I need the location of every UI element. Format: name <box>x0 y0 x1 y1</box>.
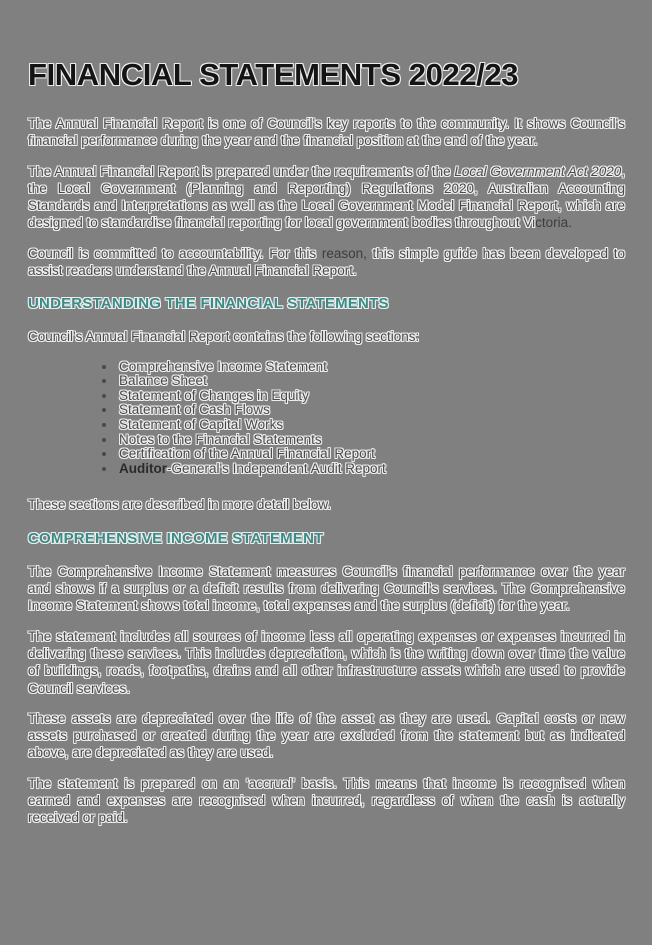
list-item <box>117 433 625 448</box>
paragraph <box>28 710 625 762</box>
text-run: Comprehensive Income Statement <box>119 358 327 374</box>
text-run: Statement of Capital Works <box>119 417 284 433</box>
list-item <box>117 403 625 418</box>
text-run: The Comprehensive Income Statement measures Council's financial performance over the year and shows if a surplus or a deficit results from delivering Council's services. The Comprehensive Income Statement shows total income, total expenses and the surplus (deficit) for the year. <box>28 563 625 614</box>
list-item <box>117 374 625 389</box>
text-run: Notes to the Financial Statements <box>119 431 322 447</box>
text-run: Balance Sheet <box>119 373 207 389</box>
text-run: The statement is prepared on an ‘accrual’ basis. This means that income is recognised when earned and expenses are recognised when incurred, regardless of when the cash is actually received or paid. <box>28 775 625 826</box>
section-heading: UNDERSTANDING THE FINANCIAL STATEMENTS <box>28 295 389 313</box>
paragraph <box>28 245 625 280</box>
text-run: The Annual Financial Report is prepared under the requirements of the <box>28 163 455 179</box>
highlighted-text: reason, <box>321 245 367 261</box>
text-run: Certification of the Annual Financial Report <box>119 446 375 462</box>
paragraph <box>28 563 625 615</box>
page-title: FINANCIAL STATEMENTS 2022/23 <box>28 57 519 92</box>
highlighted-text: Auditor <box>119 460 167 476</box>
paragraph <box>28 115 625 150</box>
bullet-list <box>28 360 625 477</box>
section-heading: COMPREHENSIVE INCOME STATEMENT <box>28 529 324 547</box>
list-item <box>117 462 625 477</box>
text-run: Statement of Changes in Equity <box>119 387 309 403</box>
list-item <box>117 389 625 404</box>
text-run: The Annual Financial Report is one of Council's key reports to the community. It shows Council's financial performance during the year and the financial position at the end of the year. <box>28 116 625 149</box>
paragraph <box>28 163 625 232</box>
list-item <box>117 418 625 433</box>
text-run: -General's Independent Audit Report <box>167 460 386 476</box>
list-item <box>117 447 625 462</box>
paragraph <box>28 628 625 697</box>
paragraph <box>28 328 625 345</box>
list-item <box>117 360 625 375</box>
paragraph <box>28 775 625 827</box>
text-run: The statement includes all sources of income less all operating expenses or expenses incurred in delivering these services. This includes depreciation, which is the writing down over time the value of buildings, roads, footpaths, drains and all other infrastructure assets which are used to provide Council services. <box>28 628 625 696</box>
text-run: Council's Annual Financial Report contains the following sections: <box>28 329 420 345</box>
text-run: Council is committed to accountability. For this <box>28 245 322 261</box>
text-run: These assets are depreciated over the life of the asset as they are used. Capital costs or new assets purchased or created during the year are excluded from the statement but as indicated above, are depreciated as they are used. <box>28 710 625 761</box>
text-run: These sections are described in more detail below. <box>28 497 332 513</box>
text-run: , the Local Government (Planning and Reporting) Regulations 2020, Australian Accounting Standards and Interpretations as well as the Local Government Model Financial Report, which are designed to standardise financial reporting for local government bodies throughout Vi <box>28 163 625 231</box>
text-run: Statement of Cash Flows <box>119 402 270 418</box>
italic-text: Local Government Act 2020 <box>454 163 622 179</box>
highlighted-text: ctoria. <box>535 215 572 231</box>
paragraph <box>28 496 625 513</box>
text-run: this simple guide has been developed to assist readers understand the Annual Financial Report. <box>28 245 625 279</box>
document-body <box>28 115 625 827</box>
